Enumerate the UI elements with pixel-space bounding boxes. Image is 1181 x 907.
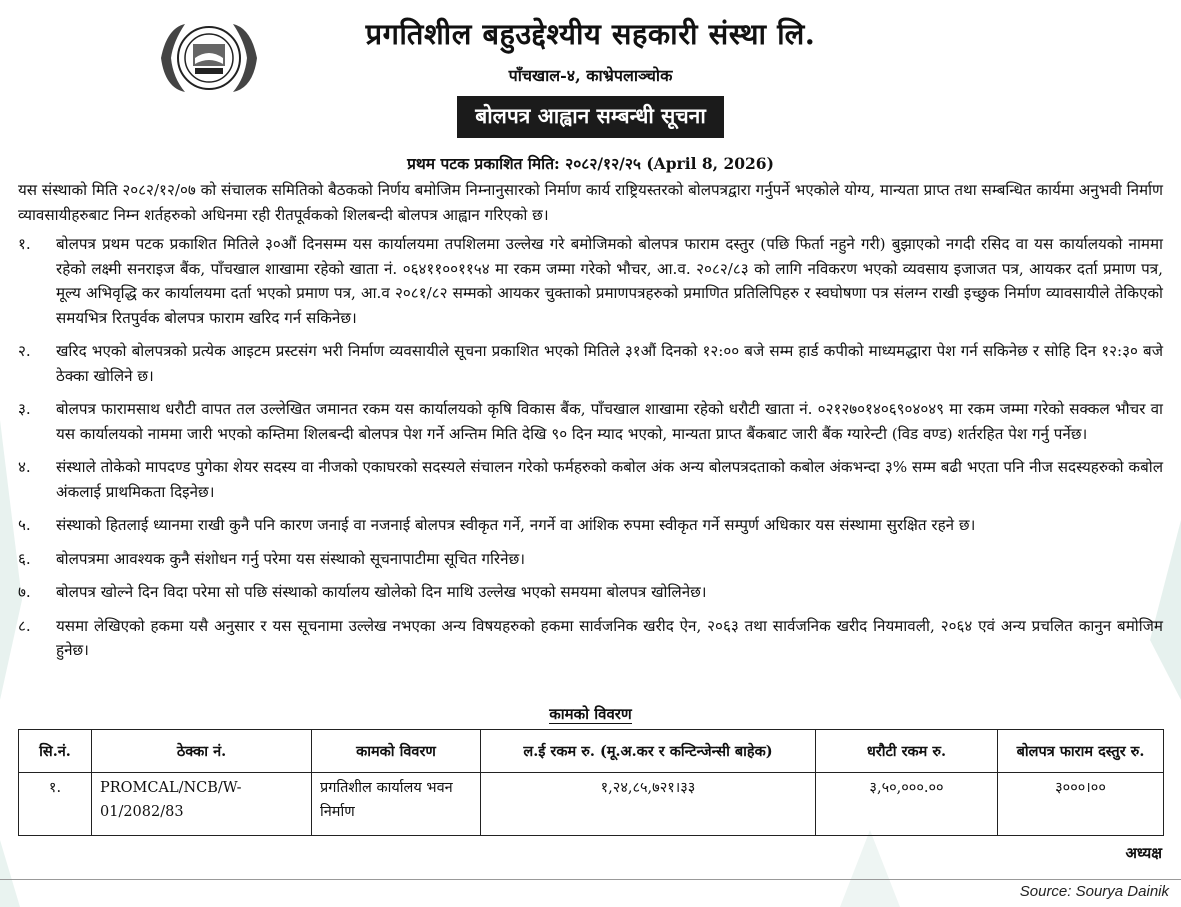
header-deposit: धरौटी रकम रु. xyxy=(816,730,998,773)
condition-item xyxy=(18,397,1163,446)
condition-text: बोलपत्र फारामसाथ धरौटी वापत तल उल्लेखित जमानत रकम यस कार्यालयको कृषि विकास बैंक, पाँचखाल शाखामा रहेको धरौटी खाता नं. ०२१२७०१४०६९०४०४९ मा रकम जम्मा गरेको सक्कल भौचर वा यस कार्यालयको नाममा जारी भएको कम्तिमा शिलबन्दी बोलपत्र पेश गर्ने अन्तिम मिति देखि ९० दिन म्याद भएको, मान्यता प्राप्त बैंकबाट जारी बैंक ग्यारेन्टी (विड वण्ड) शर्तरहित पेश गर्नु पर्नेछ। xyxy=(56,400,1163,443)
organization-address: पाँचखाल-४, काभ्रेपलाञ्चोक xyxy=(508,66,673,85)
condition-number: ८. xyxy=(18,616,31,635)
condition-item xyxy=(18,547,1163,572)
condition-item xyxy=(18,232,1163,330)
header-description: कामको विवरण xyxy=(312,730,481,773)
cell-description: प्रगतिशील कार्यालय भवन निर्माण xyxy=(312,773,481,836)
cell-fee: ३०००।०० xyxy=(998,773,1164,836)
condition-item xyxy=(18,580,1163,605)
condition-item xyxy=(18,339,1163,388)
condition-number: ५. xyxy=(18,516,31,534)
cell-estimate: १,२४,८५,७२१।३३ xyxy=(481,773,816,836)
source-credit: Source: Sourya Dainik xyxy=(1019,883,1169,900)
table-header-row xyxy=(19,730,1164,773)
condition-text: बोलपत्रमा आवश्यक कुनै संशोधन गर्नु परेमा यस संस्थाको सूचनापाटीमा सूचित गरिनेछ। xyxy=(56,549,525,568)
works-table xyxy=(18,729,1164,836)
condition-item xyxy=(18,455,1163,504)
condition-item xyxy=(18,513,1163,538)
condition-number: १. xyxy=(18,235,31,253)
cell-serial: १. xyxy=(19,773,92,836)
header-contract-no: ठेक्का नं. xyxy=(92,730,312,773)
notice-title-banner: बोलपत्र आह्वान सम्बन्धी सूचना xyxy=(457,96,724,138)
condition-text: बोलपत्र खोल्ने दिन विदा परेमा सो पछि संस्थाको कार्यालय खोलेको दिन माथि उल्लेख भएको समयमा बोलपत्र खोलिनेछ। xyxy=(56,583,707,601)
header-fee: बोलपत्र फाराम दस्तुर रु. xyxy=(998,730,1164,773)
table-caption-text: कामको विवरण xyxy=(549,705,632,723)
divider xyxy=(0,879,1181,880)
condition-text: यसमा लेखिएको हकमा यसै अनुसार र यस सूचनामा उल्लेख नभएका अन्य विषयहरुको हकमा सार्वजनिक खरीद ऐन, २०६३ तथा सार्वजनिक खरीद नियमावली, २०६४ एवं अन्य प्रचलित कानुन बमोजिम हुनेछ। xyxy=(56,616,1163,659)
condition-text: खरिद भएको बोलपत्रको प्रत्येक आइटम प्रस्टसंग भरी निर्माण व्यवसायीले सूचना प्रकाशित भएको मितिले ३१औं दिनको १२:०० बजे सम्म हार्ड कपीको माध्यमद्धारा पेश गर्न सकिनेछ र सोहि दिन १२:३० बजे ठेक्का खोलिने छ। xyxy=(56,342,1163,385)
condition-number: ४. xyxy=(18,458,31,476)
condition-text: संस्थाले तोकेको मापदण्ड पुगेका शेयर सदस्य वा नीजको एकाघरको सदस्यले संचालन गरेको फर्महरुको कबोल अंक अन्य बोलपत्रदताको कबोल अंकभन्दा ३% सम्म बढी भएता पनि नीज सदस्यहरुको कबोल अंकलाई प्राथमिकता दिइनेछ। xyxy=(56,458,1163,501)
condition-number: ३. xyxy=(18,400,31,418)
cell-deposit: ३,५०,०००.०० xyxy=(816,773,998,836)
table-caption xyxy=(0,704,1181,724)
signatory: अध्यक्ष xyxy=(1125,844,1162,862)
publish-date: प्रथम पटक प्रकाशित मिति: २०८२/१२/२५ (April 8, 2026) xyxy=(407,154,774,173)
condition-text: संस्थाको हितलाई ध्यानमा राखी कुनै पनि कारण जनाई वा नजनाई बोलपत्र स्वीकृत गर्ने, नगर्ने वा आंशिक रुपमा स्वीकृत गर्ने सम्पुर्ण अधिकार यस संस्थामा सुरक्षित रहने छ। xyxy=(56,516,976,534)
cell-contract-no: PROMCAL/NCB/W-01/2082/83 xyxy=(92,773,312,836)
conditions-list xyxy=(18,232,1163,672)
condition-item xyxy=(18,614,1163,663)
header-estimate: ल.ई रकम रु. (मू.अ.कर र कन्टिन्जेन्सी बाहेक) xyxy=(481,730,816,773)
intro-paragraph: यस संस्थाको मिति २०८२/१२/०७ को संचालक समितिको बैठकको निर्णय बमोजिम निम्नानुसारको निर्माण कार्य राष्ट्रियस्तरको बोलपत्रद्वारा गर्नुपर्ने भएकोले योग्य, मान्यता प्राप्त तथा सम्बन्धित कार्यमा अनुभवी निर्माण व्यावसायीहरुबाट निम्न शर्तहरुको अधिनमा रही रीतपूर्वकको शिलबन्दी बोलपत्र आह्वान गरिएको छ। xyxy=(18,181,1163,224)
condition-text: बोलपत्र प्रथम पटक प्रकाशित मितिले ३०औं दिनसम्म यस कार्यालयमा तपशिलमा उल्लेख गरे बमोजिमको बोलपत्र फाराम दस्तुर (पछि फिर्ता नहुने गरी) बुझाएको नगदी रसिद वा यस कार्यालयको नाममा रहेको लक्ष्मी सनराइज बैंक, पाँचखाल शाखामा रहेको खाता नं. ०६४११००११५४ मा रकम जम्मा गरेको भौचर, आ.व. २०८२/८३ को लागि नविकरण भएको व्यवसाय इजाजत पत्र, आयकर दर्ता प्रमाण पत्र, मूल्य अभिवृद्धि कर कार्यालयमा दर्ता भएको प्रमाण पत्र, आ.व २०८१/८२ सम्मको आयकर चुक्ताको प्रमाणपत्रहरुको प्रमाणित प्रतिलिपिहरु र स्वघोषणा पत्र संलग्न राखी इच्छुक निर्माण व्यावसायीले तेकिएको समयभित्र रितपुर्वक बोलपत्र फाराम खरिद गर्न सकिनेछ। xyxy=(56,235,1163,327)
header-serial: सि.नं. xyxy=(19,730,92,773)
organization-name: प्रगतिशील बहुउद्देश्यीय सहकारी संस्था लि. xyxy=(365,17,816,51)
condition-number: ७. xyxy=(18,583,31,601)
condition-number: २. xyxy=(18,342,31,360)
condition-number: ६. xyxy=(18,549,31,568)
table-row xyxy=(19,773,1164,836)
